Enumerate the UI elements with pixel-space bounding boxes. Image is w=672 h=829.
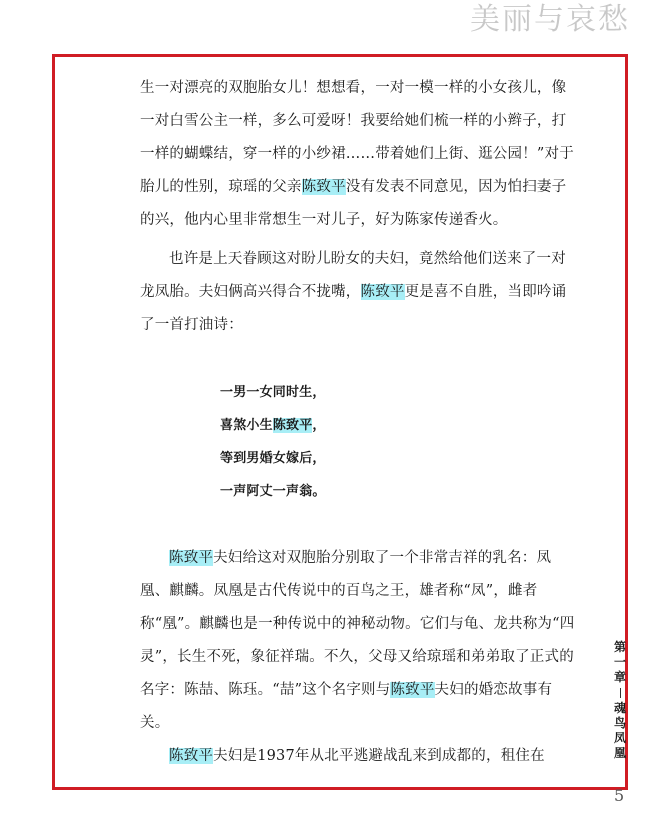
paragraph-4 bbox=[140, 740, 580, 773]
highlighted-name: 陈致平 bbox=[272, 418, 313, 433]
paragraph-2 bbox=[140, 243, 580, 342]
chapter-divider bbox=[620, 688, 621, 698]
chapter-sidebar bbox=[612, 640, 628, 761]
chapter-char: 章 bbox=[613, 670, 626, 684]
paragraph-2-text-b: 更是喜不自胜，当即吟诵了一首打油诗： bbox=[140, 284, 567, 333]
poem-line-1: 一男一女同时生， bbox=[220, 385, 326, 400]
poem-line-4: 一声阿丈一声翁。 bbox=[220, 484, 326, 499]
chapter-title-char: 鸟 bbox=[613, 716, 626, 730]
poem-line-3: 等到男婚女嫁后， bbox=[220, 451, 326, 466]
paragraph-3 bbox=[140, 542, 580, 740]
paragraph-1-text-a: 生一对漂亮的双胞胎女儿！想想看，一对一模一样的小女孩儿，像一对白雪公主一样，多么可爱呀！我要给她们梳一样的小辫子，打一样的蝴蝶结，穿一样的小纱裙……带着她们上街、逛公园！”对于胎儿的性别，琼瑶的父亲 bbox=[140, 80, 574, 195]
paragraph-1-text-b: 没有发表不同意见，因为怕扫妻子的兴，他内心里非常想生一对儿子，好为陈家传递香火。 bbox=[140, 179, 567, 228]
paragraph-3-text-b: 夫妇给这对双胞胎分别取了一个非常吉祥的乳名：凤凰、麒麟。凤凰是古代传说中的百鸟之王，雄者称“凤”，雌者称“凰”。麒麟也是一种传说中的神秘动物。它们与龟、龙共称为“四灵”，长生不死，象征祥瑞。不久，父母又给琼瑶和弟弟取了正式的名字：陈喆、陈珏。“喆”这个名字则与 bbox=[140, 550, 575, 698]
paragraph-2-text-a: 也许是上天眷顾这对盼儿盼女的夫妇，竟然给他们送来了一对龙凤胎。夫妇俩高兴得合不拢嘴， bbox=[140, 251, 566, 300]
paragraph-3-text-c: 夫妇的婚恋故事有关。 bbox=[140, 682, 553, 731]
chapter-title-char: 凤 bbox=[613, 731, 626, 745]
poem bbox=[220, 376, 580, 508]
chapter-char: 一 bbox=[613, 655, 626, 669]
highlighted-name: 陈致平 bbox=[169, 748, 214, 764]
poem-line-2-a: 喜煞小生 bbox=[220, 418, 273, 433]
running-header: 美丽与哀愁 bbox=[470, 2, 630, 37]
paragraph-4-text-b: 夫妇是1937年从北平逃避战乱来到成都的，租住在 bbox=[213, 748, 545, 764]
poem-line-2 bbox=[220, 409, 580, 442]
page-number: 5 bbox=[614, 786, 625, 805]
poem-line-2-b: ， bbox=[312, 418, 326, 433]
chapter-char: 第 bbox=[613, 640, 626, 654]
page-body bbox=[140, 72, 580, 773]
highlighted-name: 陈致平 bbox=[169, 550, 214, 566]
paragraph-1 bbox=[140, 72, 580, 237]
highlighted-name: 陈致平 bbox=[360, 284, 405, 300]
chapter-title-char: 凰 bbox=[613, 746, 626, 760]
highlighted-name: 陈致平 bbox=[390, 682, 435, 698]
chapter-title-char: 魂 bbox=[613, 701, 626, 715]
highlighted-name: 陈致平 bbox=[301, 179, 346, 195]
